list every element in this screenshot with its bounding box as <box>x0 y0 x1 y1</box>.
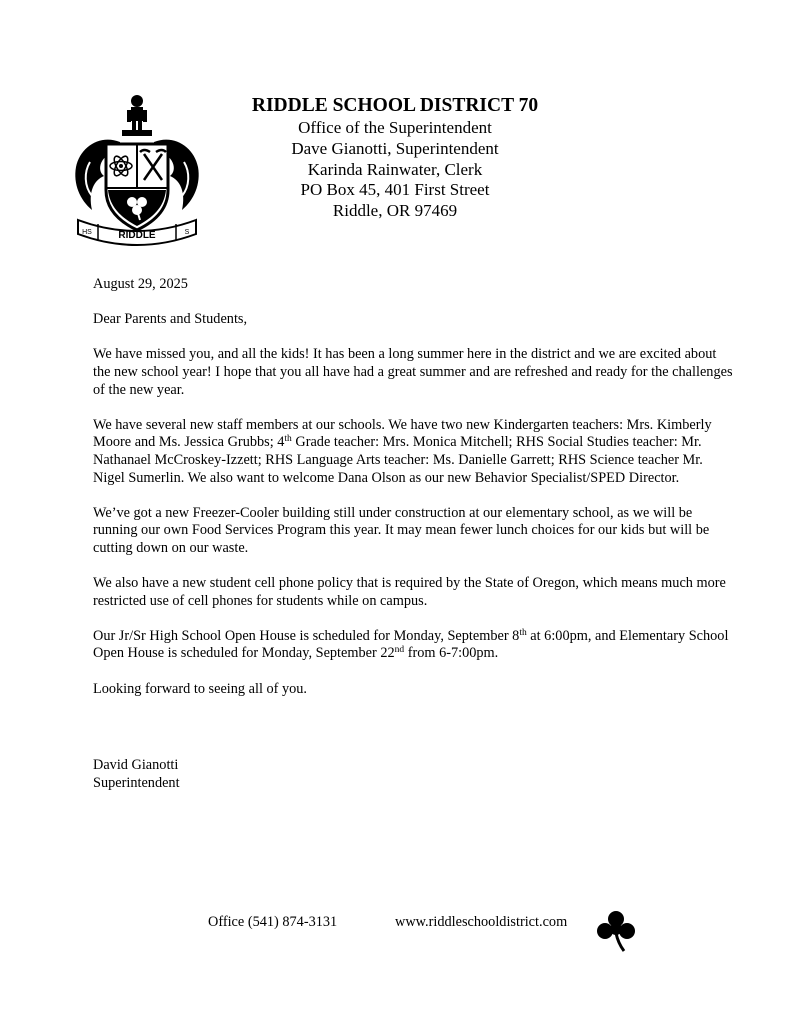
footer-website[interactable]: www.riddleschooldistrict.com <box>395 914 568 930</box>
letter-salutation: Dear Parents and Students, <box>93 311 248 328</box>
school-crest-icon <box>70 92 204 248</box>
letter-body <box>93 276 733 716</box>
paragraph-welcome: We have missed you, and all the kids! It has been a long summer here in the district and we are excited about the new school year! I hope that you all have had a great summer and are refreshed and ready for the challenges of the new year. <box>93 346 733 398</box>
paragraph-new-staff-part-2: Grade teacher: Mrs. Monica Mitchell; RHS Social Studies teacher: Mr. Nathanael McCroskey-Izzett; RHS Language Arts teacher: Ms. Danielle Garrett; RHS Science teacher Mr. Nigel Sumerlin. We also want to welcome Dana Olson as our new Behavior Specialist/SPED Director. <box>93 434 703 486</box>
clerk-line: Karinda Rainwater, Clerk <box>307 159 483 179</box>
crest-right-letters: S <box>184 229 190 236</box>
ordinal-suffix: nd <box>394 645 405 656</box>
superintendent-line: Dave Gianotti, Superintendent <box>291 138 499 158</box>
address-line: PO Box 45, 401 First Street <box>300 180 490 200</box>
letter-date: August 29, 2025 <box>93 276 188 292</box>
footer-phone: Office (541) 874-3131 <box>208 914 338 930</box>
paragraph-open-house-part-2: at 6:00pm, and Elementary School Open House is scheduled for Monday, September 22 <box>93 627 729 662</box>
signature-block <box>93 757 180 792</box>
paragraph-open-house-part-3: from 6-7:00pm. <box>404 645 499 662</box>
paragraph-phone-policy: We also have a new student cell phone policy that is required by the State of Oregon, which means much more restricted use of cell phones for students while on campus. <box>93 575 726 609</box>
paragraph-new-staff <box>93 417 733 487</box>
crest-banner-text: RIDDLE <box>118 230 156 241</box>
crest-left-letters: HS <box>82 229 92 236</box>
paragraph-new-staff-part-1: We have several new staff members at our schools. We have two new Kindergarten teachers: Mrs. Kimberly Moore and Ms. Jessica Grubbs; 4 <box>93 416 712 451</box>
office-name: Office of the Superintendent <box>298 118 492 137</box>
district-name: RIDDLE SCHOOL DISTRICT 70 <box>251 95 539 116</box>
paragraph-open-house <box>93 628 733 663</box>
ordinal-suffix: th <box>284 434 292 445</box>
shamrock-icon <box>594 909 638 953</box>
signature-name: David Gianotti <box>93 757 179 773</box>
city-line: Riddle, OR 97469 <box>332 201 458 221</box>
paragraph-food-services: We’ve got a new Freezer-Cooler building still under construction at our elementary school, as we will be running our own Food Services Program this year. It may mean fewer lunch choices for our kids but will be cutting down on our waste. <box>93 504 710 556</box>
letterhead <box>220 94 570 222</box>
signature-title: Superintendent <box>93 774 180 791</box>
paragraph-open-house-part-1: Our Jr/Sr High School Open House is scheduled for Monday, September 8 <box>93 627 520 644</box>
ordinal-suffix: th <box>519 627 527 638</box>
paragraph-closing: Looking forward to seeing all of you. <box>93 680 308 697</box>
